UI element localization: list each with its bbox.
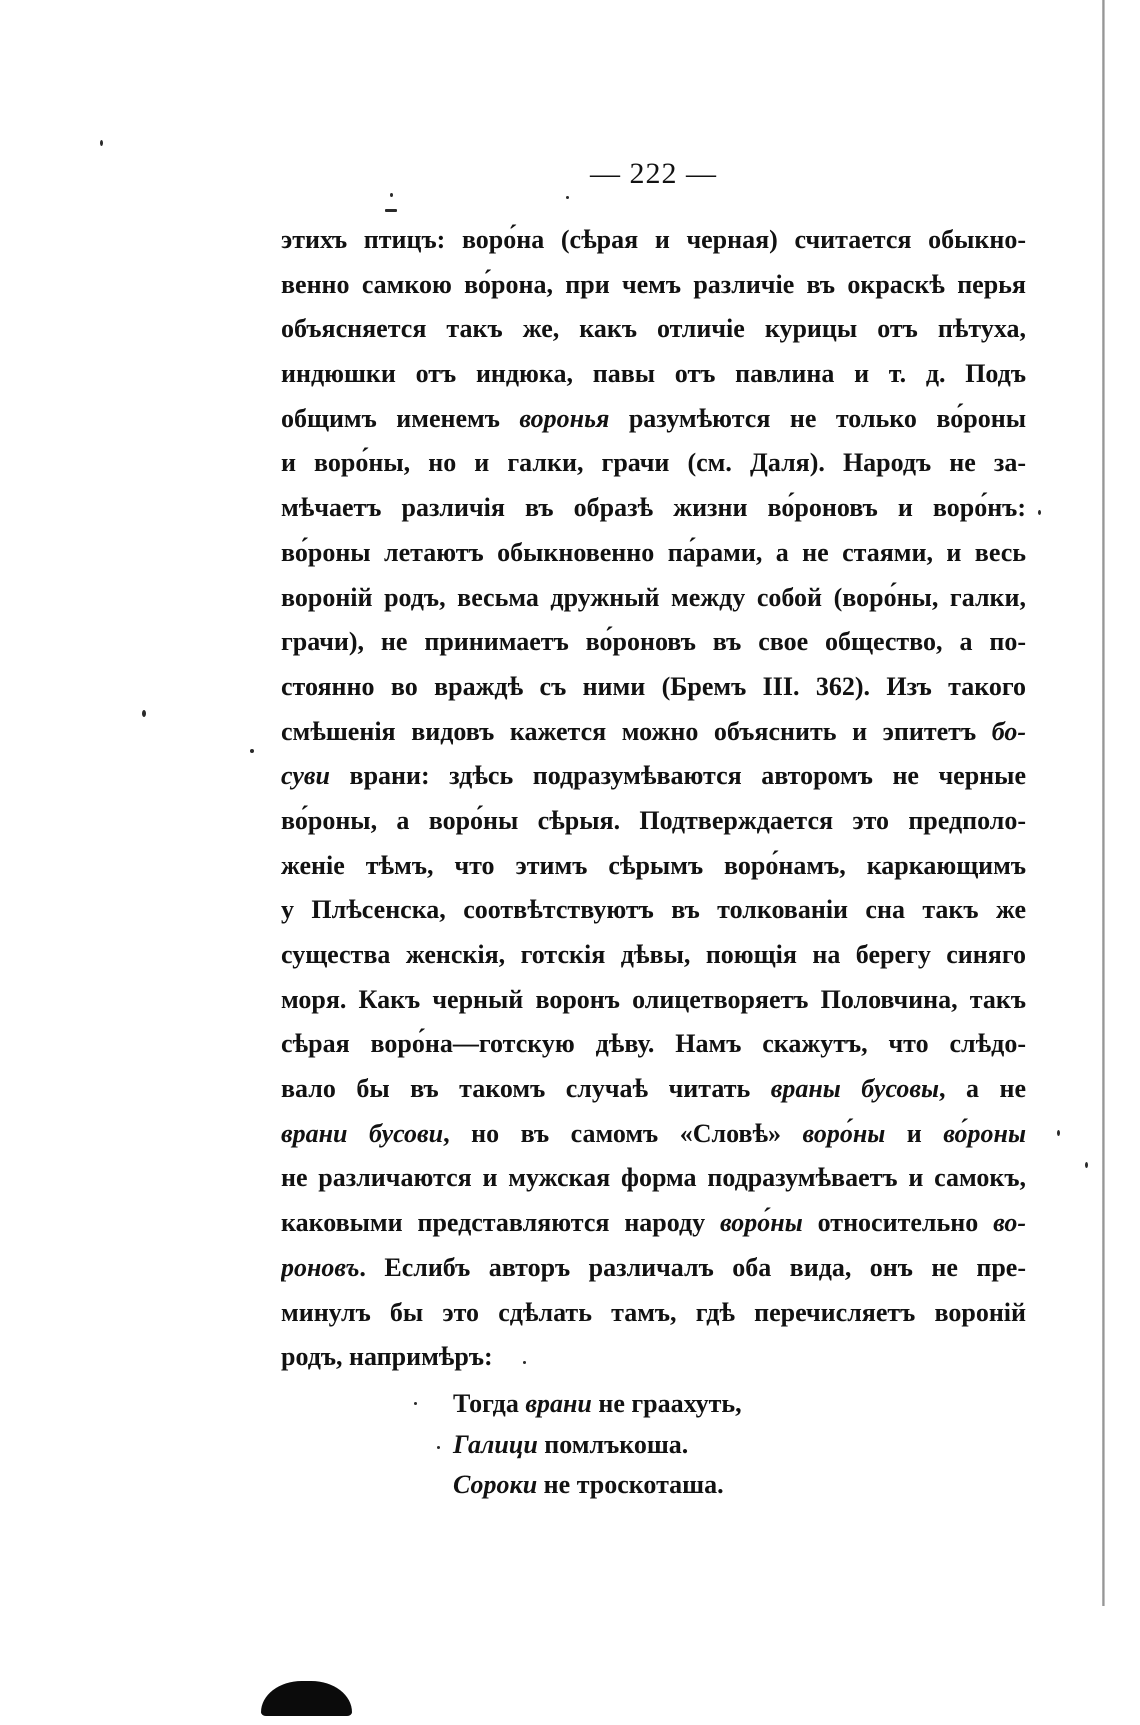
page-number: — 222 —	[590, 157, 717, 190]
text-run: мѣчаетъ различія въ образѣ жизни во́роновъ и воро́нъ:	[281, 493, 1026, 523]
scan-speck	[414, 1402, 417, 1405]
text-run: , а не	[939, 1074, 1026, 1104]
text-run: каковыми представляются народу	[281, 1208, 721, 1238]
text-run: во́роны летаютъ обыкновенно па́рами, а не стаями, и весь	[281, 537, 1026, 567]
paragraph-line	[281, 576, 1026, 621]
paragraph-line	[281, 665, 1026, 710]
paragraph-line	[281, 218, 1026, 263]
verse-line	[453, 1425, 1053, 1466]
text-run: существа женскія, готскія дѣвы, поющія на берегу синяго	[281, 940, 1026, 969]
verse-quote	[453, 1384, 1053, 1506]
paragraph-line	[281, 1291, 1026, 1336]
paragraph-line	[281, 486, 1026, 531]
text-run: не различаются и мужская форма подразумѣваетъ и самокъ,	[281, 1163, 1026, 1193]
italic-text-run: во-	[993, 1208, 1026, 1238]
text-run: объясняется такъ же, какъ отличіе курицы отъ пѣтуха,	[281, 314, 1026, 344]
text-run: общимъ именемъ	[281, 403, 520, 433]
paragraph-line	[281, 397, 1026, 442]
paragraph-line	[281, 1067, 1026, 1112]
text-run: вороній родъ, весьма дружный между собой (воро́ны, галки,	[281, 582, 1026, 612]
page-edge-line	[1102, 0, 1105, 1606]
text-run: . Еслибъ авторъ различалъ оба вида, онъ не пре-	[359, 1252, 1026, 1282]
italic-text-run: воро́ны	[802, 1118, 886, 1148]
text-run: разумѣются не только во́роны	[609, 403, 1026, 433]
text-run: женіе тѣмъ, что этимъ сѣрымъ воро́намъ, каркающимъ	[281, 850, 1026, 880]
paragraph-line	[281, 531, 1026, 576]
paragraph-line	[281, 1246, 1026, 1291]
paragraph-line	[281, 307, 1026, 352]
italic-text-run: враны бусовы	[770, 1074, 940, 1104]
paragraph-line	[281, 352, 1026, 397]
text-run: этихъ птицъ: воро́на (сѣрая и черная) считается обыкно-	[281, 225, 1026, 254]
ink-blot	[261, 1681, 352, 1716]
scan-speck	[1057, 1130, 1060, 1136]
text-run: минулъ бы это сдѣлать тамъ, гдѣ перечисляетъ вороній	[281, 1297, 1026, 1327]
italic-text-run: Галици	[453, 1429, 538, 1459]
scan-speck	[385, 209, 397, 212]
scan-speck	[100, 140, 103, 146]
text-run: смѣшенія видовъ кажется можно объяснить и эпитетъ	[281, 716, 992, 746]
text-run: и	[885, 1118, 944, 1148]
paragraph-line	[281, 1201, 1026, 1246]
text-run: моря. Какъ черный воронъ олицетворяетъ Половчина, такъ	[281, 984, 1026, 1014]
italic-text-run: воро́ны	[720, 1208, 803, 1238]
italic-text-run: врани бусови	[281, 1118, 444, 1148]
verse-line	[453, 1465, 1053, 1506]
paragraph-line	[281, 1112, 1026, 1157]
text-run: индюшки отъ индюка, павы отъ павлина и т. д. Подъ	[281, 359, 1026, 389]
text-run: родъ, напримѣръ:	[281, 1342, 493, 1372]
scan-speck	[1085, 1162, 1088, 1168]
text-run: во́роны, а воро́ны сѣрыя. Подтверждается это предполо-	[281, 805, 1026, 835]
scan-speck	[390, 193, 393, 197]
text-run: венно самкою во́рона, при чемъ различіе въ окраскѣ перья	[281, 269, 1026, 299]
paragraph-line	[281, 1335, 1026, 1380]
text-run: у Плѣсенска, соотвѣтствуютъ въ толкованіи сна такъ же	[281, 895, 1026, 925]
text-run: относительно	[802, 1208, 994, 1238]
paragraph-line	[281, 888, 1026, 933]
paragraph-line	[281, 978, 1026, 1023]
italic-text-run: врани	[525, 1389, 592, 1418]
italic-text-run: Сороки	[453, 1470, 538, 1500]
paragraph-line	[281, 1022, 1026, 1067]
italic-text-run: роновъ	[281, 1252, 360, 1282]
paragraph-line	[281, 441, 1026, 486]
scan-speck	[523, 1361, 526, 1364]
text-run: Тогда	[453, 1389, 526, 1418]
text-run: стоянно во враждѣ съ ними (Бремъ III. 362). Изъ такого	[281, 671, 1026, 701]
paragraph-line	[281, 263, 1026, 308]
text-run: , но въ самомъ «Словѣ»	[443, 1118, 803, 1148]
text-run: врани: здѣсь подразумѣваются авторомъ не черные	[329, 761, 1026, 791]
italic-text-run: во́роны	[943, 1118, 1026, 1148]
body-paragraph	[281, 218, 1026, 1380]
scan-speck	[142, 710, 146, 717]
text-run: вало бы въ такомъ случаѣ читать	[281, 1074, 771, 1104]
paragraph-line	[281, 933, 1026, 978]
paragraph-line	[281, 754, 1026, 799]
scan-speck	[566, 196, 569, 199]
italic-text-run: бо-	[991, 716, 1026, 746]
text-run: помлъкоша.	[537, 1429, 689, 1459]
text-run: не троскоташа.	[537, 1470, 724, 1500]
paragraph-line	[281, 710, 1026, 755]
scan-speck	[1038, 510, 1041, 515]
scan-speck	[437, 1446, 440, 1449]
verse-line	[453, 1384, 1053, 1425]
paragraph-line	[281, 620, 1026, 665]
italic-text-run: воронья	[519, 403, 610, 433]
scan-speck	[250, 749, 254, 753]
text-run: грачи), не принимаетъ во́роновъ въ свое общество, а по-	[281, 627, 1026, 657]
paragraph-line	[281, 1156, 1026, 1201]
paragraph-line	[281, 799, 1026, 844]
italic-text-run: суви	[281, 761, 330, 791]
text-run: не граахуть,	[591, 1389, 742, 1418]
text-run: и воро́ны, но и галки, грачи (см. Даля). Народъ не за-	[281, 448, 1026, 478]
text-run: сѣрая воро́на—готскую дѣву. Намъ скажутъ, что слѣдо-	[281, 1029, 1026, 1059]
paragraph-line	[281, 844, 1026, 889]
